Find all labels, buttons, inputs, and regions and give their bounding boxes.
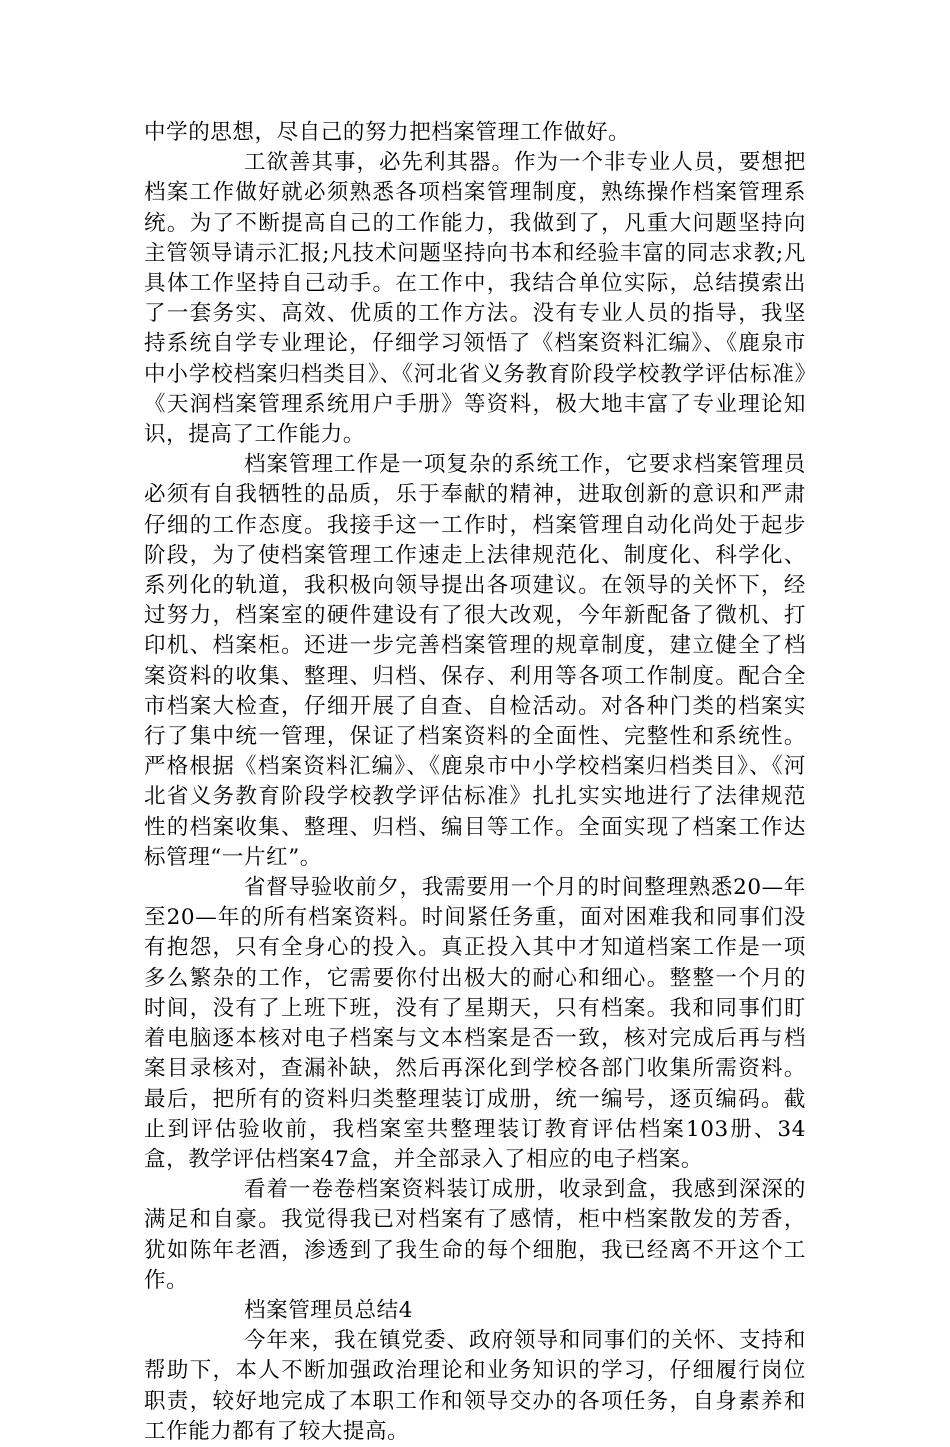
paragraph-summary-intro: 今年来，我在镇党委、政府领导和同事们的关怀、支持和帮助下，本人不断加强政治理论和业务知识的学习，仔细履行岗位职责，较好地完成了本职工作和领导交办的各项任务，自身素养和工作能力都有了较大提高。 [144,1328,806,1444]
section-heading: 档案管理员总结4 [244,1297,413,1323]
paragraph-inspection: 省督导验收前夕，我需要用一个月的时间整理熟悉20—年至20—年的所有档案资料。时间紧任务重，面对困难我和同事们没有抱怨，只有全身心的投入。真正投入其中才知道档案工作是一项多么繁杂的工作，它需要你付出极大的耐心和细心。整整一个月的时间，没有了上班下班，没有了星期天，只有档案。我和同事们盯着电脑逐本核对电子档案与文本档案是否一致，核对完成后再与档案目录核对，查漏补缺，然后再深化到学校各部门收集所需资料。最后，把所有的资料归类整理装订成册，统一编号，逐页编码。截止到评估验收前，我档案室共整理装订教育评估档案103册、34盒，教学评估档案47盒，并全部录入了相应的电子档案。 [144,875,806,1172]
paragraph-tools: 工欲善其事，必先利其器。作为一个非专业人员，要想把档案工作做好就必须熟悉各项档案管理制度，熟练操作档案管理系统。为了不断提高自己的工作能力，我做到了，凡重大问题坚持向主管领导请示汇报;凡技术问题坚持向书本和经验丰富的同志求教;凡具体工作坚持自己动手。在工作中，我结合单位实际，总结摸索出了一套务实、高效、优质的工作方法。没有专业人员的指导，我坚持系统自学专业理论，仔细学习领悟了《档案资料汇编》、《鹿泉市中小学校档案归档类目》、《河北省义务教育阶段学校教学评估标准》《天润档案管理系统用户手册》等资料，极大地丰富了专业理论知识，提高了工作能力。 [144,150,806,448]
paragraph-reflection: 看着一卷卷档案资料装订成册，收录到盒，我感到深深的满足和自豪。我觉得我已对档案有了感情，柜中档案散发的芳香，犹如陈年老酒，渗透到了我生命的每个细胞，我已经离不开这个工作。 [144,1177,806,1293]
paragraph-continuation: 中学的思想，尽自己的努力把档案管理工作做好。 [144,120,631,145]
paragraph-archive-work: 档案管理工作是一项复杂的系统工作，它要求档案管理员必须有自我牺牲的品质，乐于奉献的精神，进取创新的意识和严肃仔细的工作态度。我接手这一工作时，档案管理自动化尚处于起步阶段，为了使档案管理工作速走上法律规范化、制度化、科学化、系列化的轨道，我积极向领导提出各项建议。在领导的关怀下，经过努力，档案室的硬件建设有了很大改观，今年新配备了微机、打印机、档案柜。还进一步完善档案管理的规章制度，建立健全了档案资料的收集、整理、归档、保存、利用等各项工作制度。配合全市档案大检查，仔细开展了自查、自检活动。对各种门类的档案实行了集中统一管理，保证了档案资料的全面性、完整性和系统性。严格根据《档案资料汇编》、《鹿泉市中小学校档案归档类目》、《河北省义务教育阶段学校教学评估标准》扎扎实实地进行了法律规范性的档案收集、整理、归档、编目等工作。全面实现了档案工作达标管理“一片红”。 [144,452,806,870]
document-body [144,118,806,1447]
